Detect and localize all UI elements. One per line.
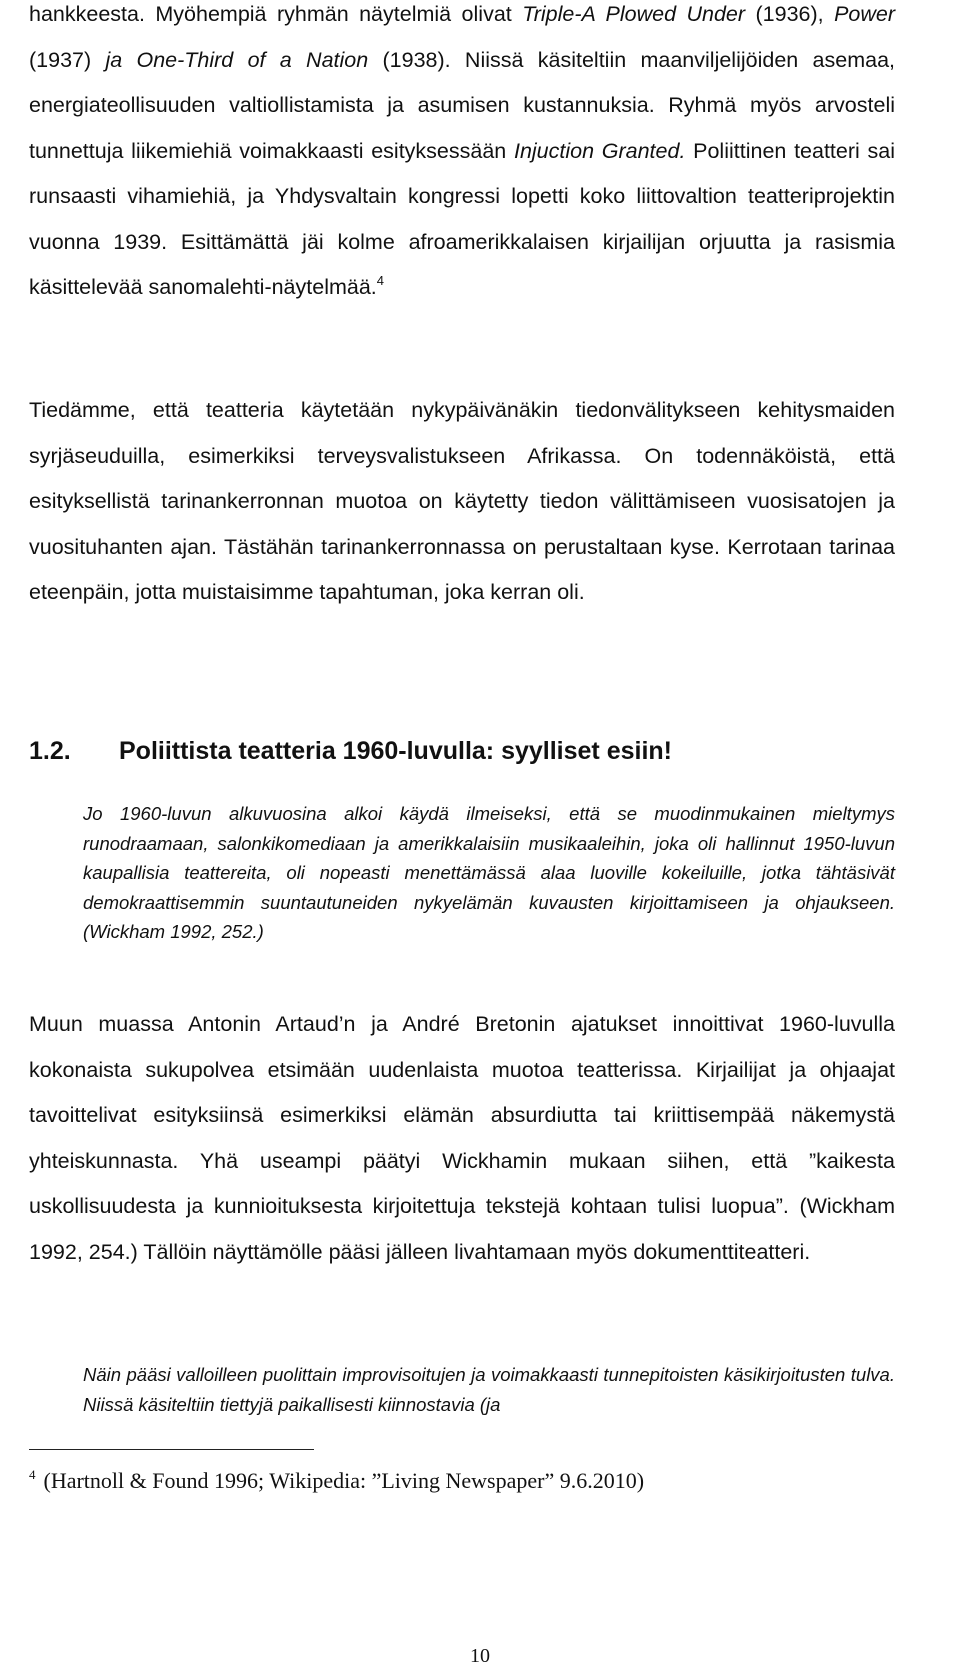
play-title: ja One-Third of a Nation [105, 47, 369, 72]
play-title: Triple-A Plowed Under [522, 2, 746, 26]
paragraph-text: Poliittinen teatteri sai runsaasti vihamiehiä, ja Yhdysvaltain kongressi lopetti koko liittovaltion teatteriprojektin vuonna 1939. Esittämättä jäi kolme afroamerikkalaisen kirjailijan orjuutta ja rasismia käsittelevää sanomalehti-näytelmää. [29, 138, 895, 299]
footnote-separator [29, 1449, 314, 1450]
footnote-reference: 4 [376, 273, 385, 288]
footnote-text: (Hartnoll & Found 1996; Wikipedia: ”Living Newspaper” 9.6.2010) [43, 1468, 645, 1493]
body-paragraph-1 [29, 0, 895, 311]
paragraph-text: (1937) [29, 47, 106, 72]
body-paragraph-2: Tiedämme, että teatteria käytetään nykypäivänäkin tiedonvälitykseen kehitysmaiden syrjäseuduilla, esimerkiksi terveysvalistukseen Afrikassa. On todennäköistä, että esityksellistä tarinankerronnan muotoa on käytetty tiedon välittämiseen vuosisatojen ja vuosituhanten ajan. Tästähän tarinankerronnassa on perustaltaan kyse. Kerrotaan tarinaa eteenpäin, jotta muistaisimme tapahtuman, joka kerran oli. [29, 398, 895, 604]
page-number: 10 [470, 1645, 490, 1667]
section-title: Poliittista teatteria 1960-luvulla: syylliset esiin! [119, 737, 672, 765]
play-title: Injuction Granted. [513, 138, 686, 163]
block-quote-1: Jo 1960-luvun alkuvuosina alkoi käydä ilmeiseksi, että se muodinmukainen mieltymys runodraamaan, salonkikomediaan ja amerikkalaisiin musikaaleihin, joka oli hallinnut 1950-luvun kaupallisia teattereita, oli nopeasti menettämässä alaa luoville kokeiluille, jotka tähtäsivät demokraattisemmin suuntautuneiden nykyelämän kuvausten kirjoittamiseen ja ohjaukseen. (Wickham 1992, 252.) [83, 803, 895, 942]
footnote [29, 1464, 644, 1498]
paragraph-text: hankkeesta. Myöhempiä ryhmän näytelmiä olivat [29, 2, 523, 26]
paragraph-text: (1936), [745, 2, 835, 26]
section-heading [29, 731, 672, 771]
section-number: 1.2. [29, 737, 71, 765]
footnote-marker: 4 [29, 1467, 36, 1482]
play-title: Power [834, 2, 896, 26]
paragraph-text: (1938). Niissä käsiteltiin maanviljelijöiden asemaa, energiateollisuuden valtiollistamista ja asumisen kustannuksia. Ryhmä myös arvosteli tunnettuja liikemiehiä voimakkaasti esityksessään [29, 47, 895, 163]
block-quote-2: Näin pääsi valloilleen puolittain improvisoitujen ja voimakkaasti tunnepitoisten käsikirjoitusten tulva. Niissä käsiteltiin tiettyjä paikallisesti kiinnostavia (ja [83, 1364, 895, 1415]
body-paragraph-3: Muun muassa Antonin Artaud’n ja André Bretonin ajatukset innoittivat 1960-luvulla kokonaista sukupolvea etsimään uudenlaista muotoa teatterissa. Kirjailijat ja ohjaajat tavoittelivat esityksiinsä esimerkiksi elämän absurdiutta tai kriittisempää näkemystä yhteiskunnasta. Yhä useampi päätyi Wickhamin mukaan siihen, että ”kaikesta uskollisuudesta ja kunnioituksesta kirjoitettuja tekstejä kohtaan tulisi luopua”. (Wickham 1992, 254.) Tällöin näyttämölle pääsi jälleen livahtamaan myös dokumenttiteatteri. [29, 1012, 895, 1264]
